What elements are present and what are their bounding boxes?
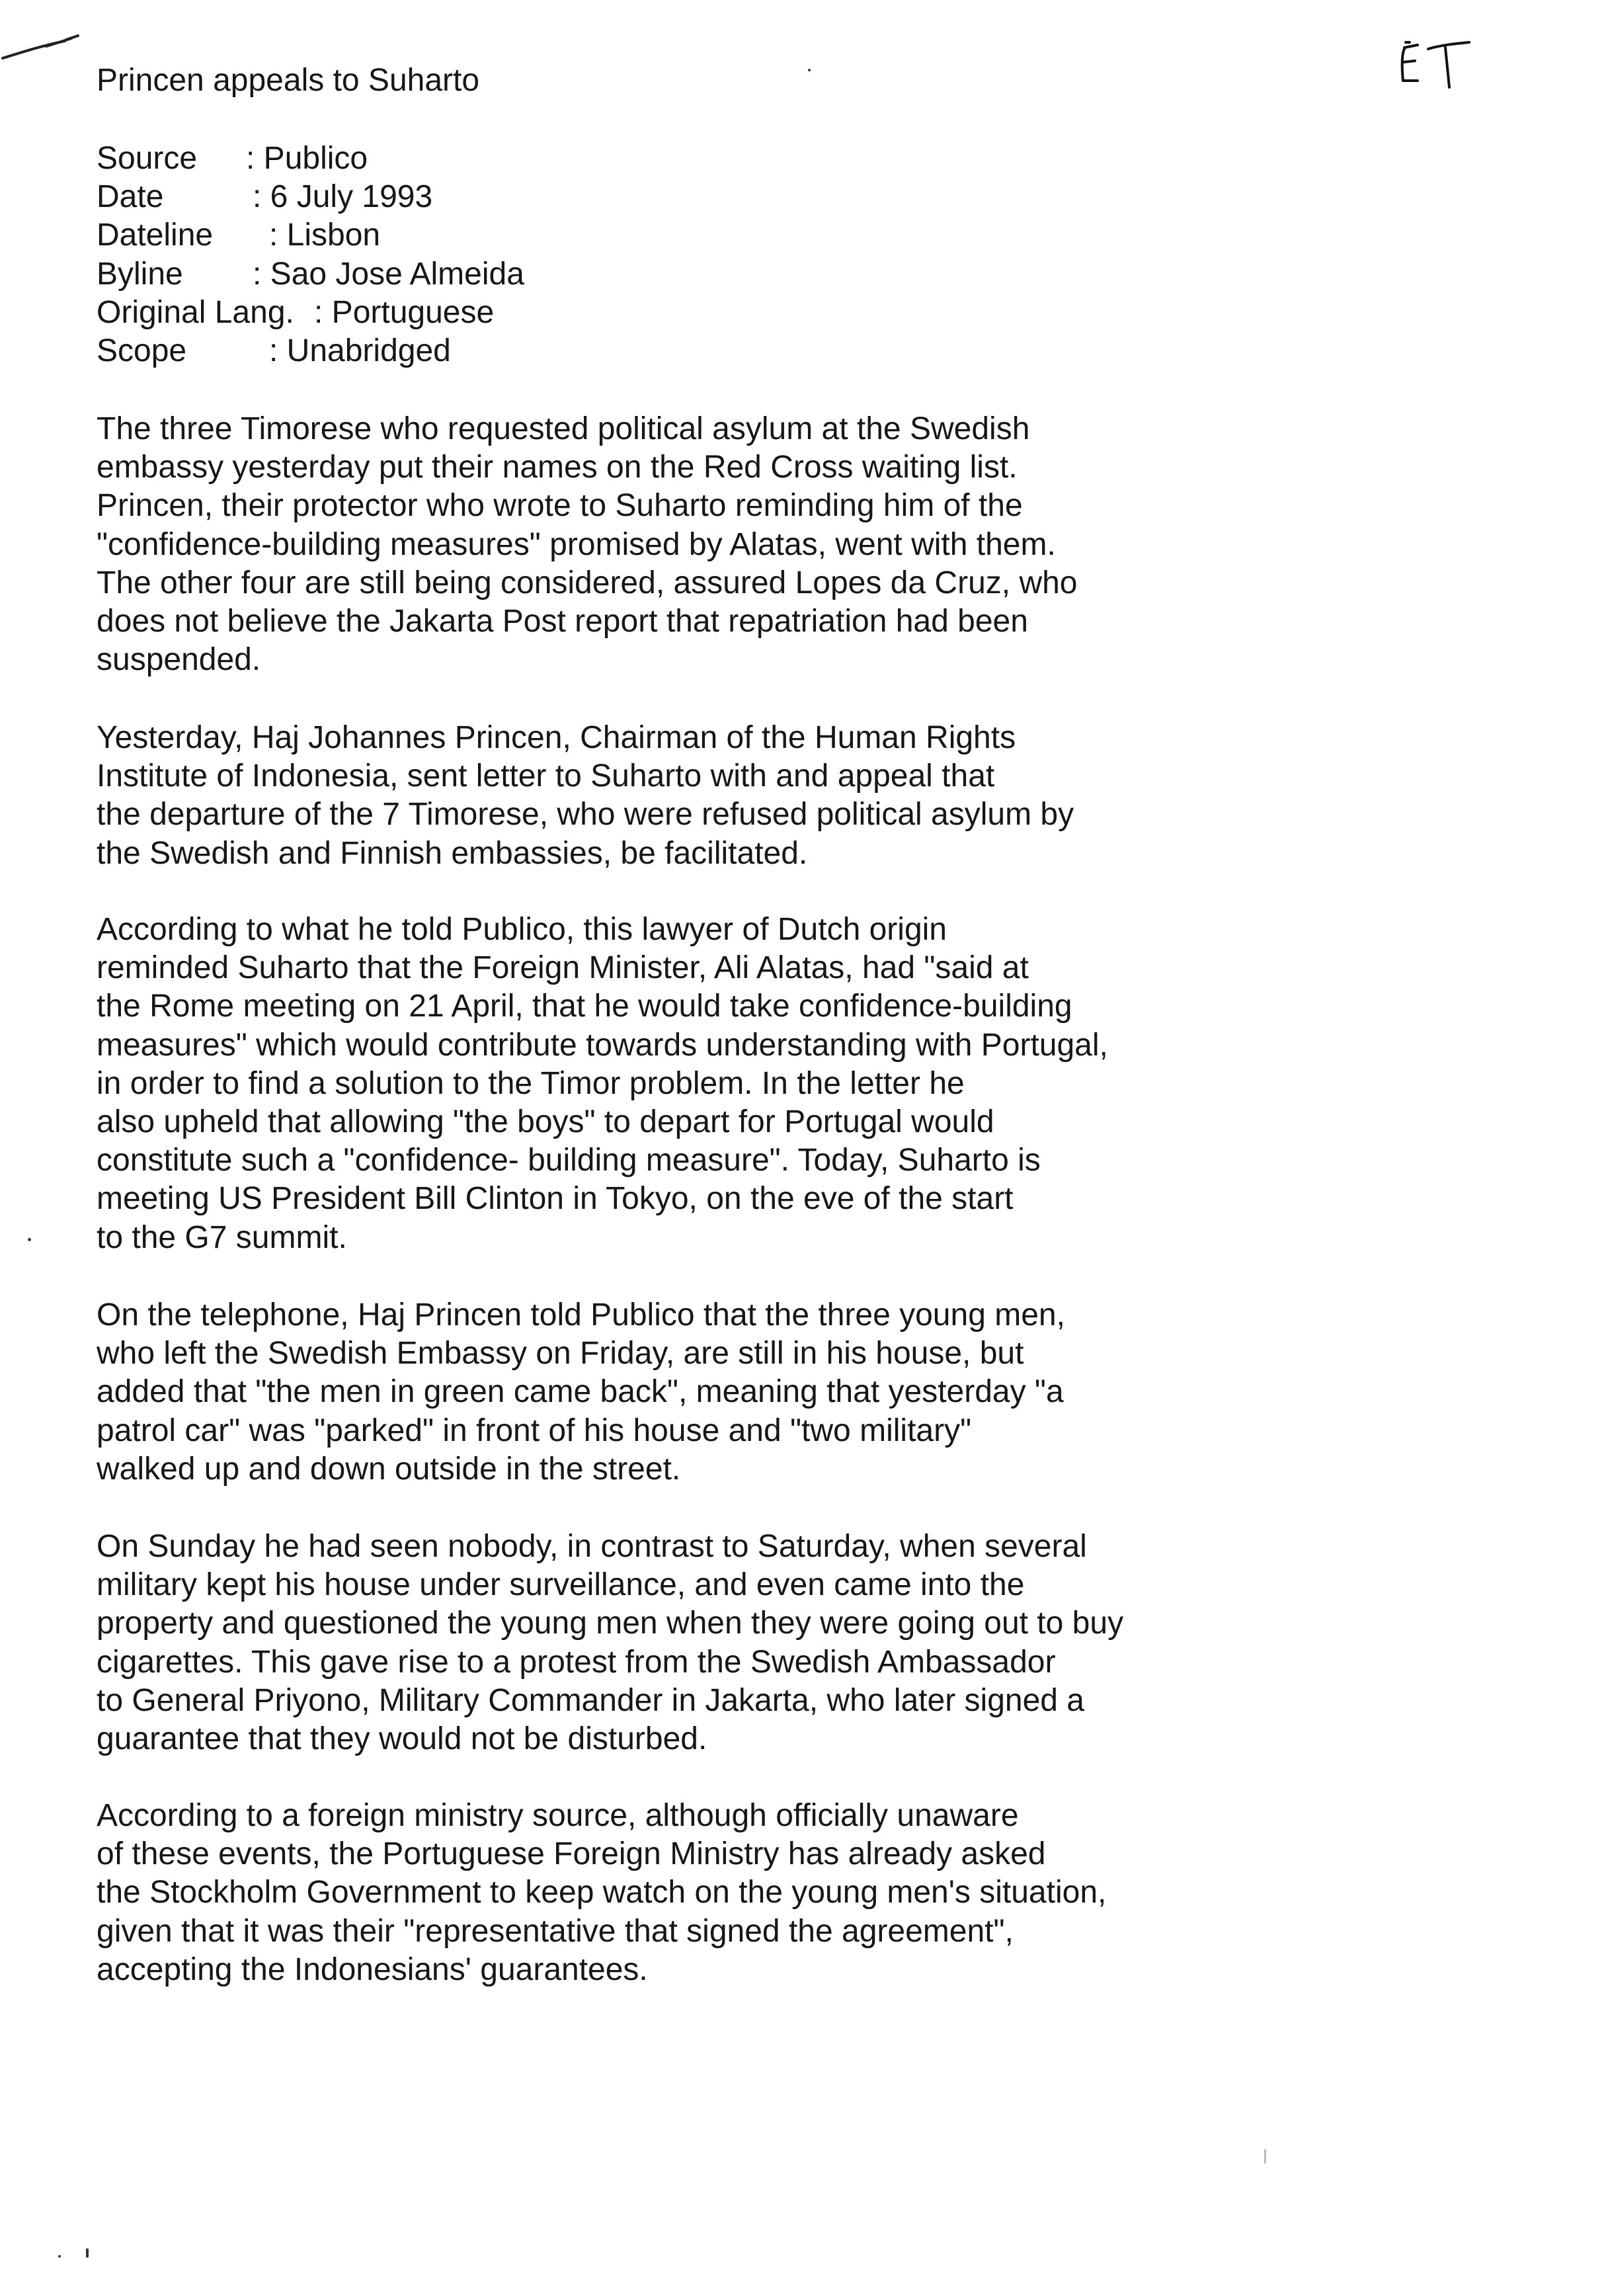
paragraph-line: According to a foreign ministry source, although officially unaware [97, 1798, 1019, 1833]
paragraph-line: Institute of Indonesia, sent letter to Suharto with and appeal that [97, 758, 995, 794]
paragraph-line: Princen, their protector who wrote to Suharto reminding him of the [97, 488, 1023, 524]
meta-value: : Unabridged [269, 333, 451, 368]
paragraph-line: the Swedish and Finnish embassies, be facilitated. [97, 835, 808, 871]
body-paragraph [97, 410, 1078, 679]
meta-label: Source [97, 141, 198, 176]
meta-label: Byline [97, 256, 183, 292]
paragraph-line: added that "the men in green came back", meaning that yesterday "a [97, 1374, 1064, 1410]
body-paragraph [97, 1528, 1123, 1758]
meta-value: : Sao Jose Almeida [253, 256, 524, 292]
meta-row-date [97, 178, 433, 216]
meta-value: : Lisbon [269, 218, 381, 253]
body-paragraph [97, 719, 1074, 873]
meta-value: : Publico [246, 141, 368, 176]
body-paragraph [97, 1797, 1106, 1989]
paragraph-line: meeting US President Bill Clinton in Tokyo, on the eve of the start [97, 1181, 1014, 1217]
meta-row-byline [97, 255, 524, 294]
scan-speck [86, 2248, 89, 2258]
handwritten-mark [1395, 34, 1474, 94]
paragraph-line: cigarettes. This gave rise to a protest from the Swedish Ambassador [97, 1644, 1056, 1680]
meta-label: Dateline [97, 218, 214, 253]
scan-speck [808, 69, 811, 71]
meta-label: Scope [97, 333, 187, 368]
paragraph-line: in order to find a solution to the Timor problem. In the letter he [97, 1065, 965, 1101]
paragraph-line: military kept his house under surveillance, and even came into the [97, 1567, 1025, 1603]
paragraph-line: the Stockholm Government to keep watch on the young men's situation, [97, 1875, 1107, 1910]
meta-value: : Portuguese [314, 294, 495, 330]
scan-speck [58, 2255, 61, 2258]
metadata-block [97, 140, 524, 370]
meta-row-source [97, 140, 368, 178]
paragraph-line: On Sunday he had seen nobody, in contrast to Saturday, when several [97, 1529, 1087, 1564]
body-paragraph [97, 911, 1108, 1257]
paragraph-line: On the telephone, Haj Princen told Publico that the three young men, [97, 1297, 1065, 1332]
paragraph-line: accepting the Indonesians' guarantees. [97, 1951, 648, 1987]
document-title: Princen appeals to Suharto [97, 63, 480, 98]
paragraph-line: The three Timorese who requested political asylum at the Swedish [97, 411, 1030, 446]
meta-row-original-lang [97, 294, 495, 332]
paragraph-line: property and questioned the young men when they were going out to buy [97, 1606, 1124, 1641]
paragraph-line: walked up and down outside in the street. [97, 1451, 681, 1487]
paragraph-line: constitute such a "confidence- building measure". Today, Suharto is [97, 1143, 1041, 1178]
paragraph-line: reminded Suharto that the Foreign Minister, Ali Alatas, had "said at [97, 950, 1029, 986]
paragraph-line: The other four are still being considered, assured Lopes da Cruz, who [97, 565, 1078, 600]
body-paragraph [97, 1296, 1065, 1489]
paragraph-line: embassy yesterday put their names on the Red Cross waiting list. [97, 450, 1018, 485]
scan-speck [28, 1238, 31, 1241]
paragraph-line: does not believe the Jakarta Post report that repatriation had been [97, 604, 1028, 639]
paragraph-line: patrol car" was "parked" in front of his house and "two military" [97, 1413, 972, 1448]
meta-label: Original Lang. [97, 294, 294, 330]
paragraph-line: also upheld that allowing "the boys" to depart for Portugal would [97, 1104, 994, 1140]
meta-label: Date [97, 179, 164, 215]
paragraph-line: the departure of the 7 Timorese, who were refused political asylum by [97, 797, 1074, 833]
paragraph-line: given that it was their "representative that signed the agreement", [97, 1913, 1014, 1949]
paragraph-line: guarantee that they would not be disturbed. [97, 1721, 707, 1757]
paragraph-line: to General Priyono, Military Commander in Jakarta, who later signed a [97, 1682, 1084, 1718]
meta-row-dateline [97, 216, 381, 255]
paragraph-line: the Rome meeting on 21 April, that he would take confidence-building [97, 989, 1072, 1024]
scan-speck [1264, 2149, 1266, 2164]
paragraph-line: of these events, the Portuguese Foreign Ministry has already asked [97, 1836, 1046, 1872]
paragraph-line: According to what he told Publico, this lawyer of Dutch origin [97, 912, 947, 947]
paragraph-line: to the G7 summit. [97, 1219, 347, 1255]
paragraph-line: Yesterday, Haj Johannes Princen, Chairman of the Human Rights [97, 720, 1016, 755]
paragraph-line: who left the Swedish Embassy on Friday, are still in his house, but [97, 1336, 1024, 1372]
meta-row-scope [97, 332, 451, 370]
meta-value: : 6 July 1993 [253, 179, 433, 215]
paragraph-line: measures" which would contribute towards understanding with Portugal, [97, 1027, 1108, 1063]
corner-scribble-mark [0, 26, 86, 66]
paragraph-line: suspended. [97, 642, 261, 678]
paragraph-line: "confidence-building measures" promised by Alatas, went with them. [97, 526, 1056, 562]
